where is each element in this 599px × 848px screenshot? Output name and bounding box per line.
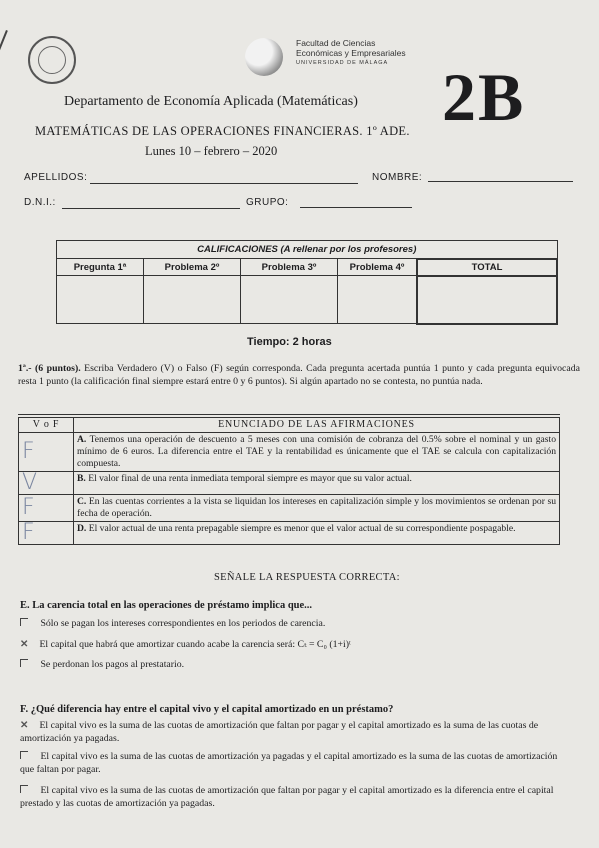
question-e-option-3-text: Se perdonan los pagos al prestatario. [40, 659, 185, 670]
checkbox-icon[interactable] [20, 659, 28, 667]
statement-d [74, 522, 560, 545]
question-1-lead: 1ª.- (6 puntos). [18, 363, 81, 374]
nombre-field[interactable] [428, 181, 573, 182]
checkbox-icon[interactable] [20, 751, 28, 759]
statement-d-letter: D. [77, 523, 87, 534]
exam-date: Lunes 10 – febrero – 2020 [145, 144, 278, 158]
statement-a [74, 433, 560, 472]
university-name: UNIVERSIDAD DE MÁLAGA [296, 60, 389, 66]
grades-col-problema-2: Problema 2º [144, 259, 241, 276]
grades-col-problema-4: Problema 4º [338, 259, 418, 276]
statement-d-text: El valor actual de una renta prepagable siempre es menor que el valor actual de su correspondiente pospagable. [86, 523, 516, 534]
grade-cell-total[interactable] [417, 276, 557, 324]
dni-label: D.N.I.: [24, 197, 56, 208]
department-title: Departamento de Economía Aplicada (Matemáticas) [64, 94, 358, 109]
grades-col-pregunta-1: Pregunta 1ª [57, 259, 144, 276]
dni-field[interactable] [62, 208, 240, 209]
checked-x-mark-icon[interactable]: ✕ [20, 639, 29, 650]
apellidos-label: APELLIDOS: [24, 172, 88, 183]
question-f-option-2[interactable] [20, 750, 560, 776]
exam-code: 2B [442, 59, 526, 135]
answer-c[interactable]: F [19, 495, 74, 522]
pen-stroke-mark [0, 30, 8, 68]
checkbox-icon[interactable] [20, 618, 28, 626]
grade-cell-2[interactable] [144, 276, 241, 324]
university-seal-icon [28, 36, 76, 84]
question-e-option-1[interactable] [20, 617, 560, 630]
faculty-line-2: Económicas y Empresariales [296, 48, 406, 58]
answer-d[interactable]: F [19, 522, 74, 545]
grade-cell-4[interactable] [338, 276, 418, 324]
nombre-label: NOMBRE: [372, 172, 423, 183]
grades-table [56, 240, 558, 325]
question-e-title: E. La carencia total en las operaciones de préstamo implica que... [20, 600, 313, 611]
question-e-option-2[interactable] [20, 638, 560, 651]
answer-b[interactable]: V [19, 472, 74, 495]
statement-a-letter: A. [77, 434, 87, 445]
question-1-text: Escriba Verdadero (V) o Falso (F) según corresponda. Cada pregunta acertada puntúa 1 punto y cada pregunta equivocada resta 1 punto (la calificación final siempre estará entre 0 y 6 puntos). Si algún apartado no se contesta, no puntúa nada. [18, 363, 580, 387]
question-f-option-3-text: El capital vivo es la suma de las cuotas de amortización que faltan por pagar y el capital amortizado es la diferencia entre el capital prestado y las cuotas de amortización ya pagadas. [20, 785, 554, 809]
multiple-choice-header: SEÑALE LA RESPUESTA CORRECTA: [214, 572, 400, 583]
exam-time: Tiempo: 2 horas [247, 336, 332, 348]
faculty-logo-icon [245, 38, 283, 76]
grades-table-title: CALIFICACIONES (A rellenar por los profesores) [57, 241, 558, 259]
subject-title: MATEMÁTICAS DE LAS OPERACIONES FINANCIERAS. 1º ADE. [35, 124, 410, 138]
grupo-label: GRUPO: [246, 197, 289, 208]
statement-a-text: Tenemos una operación de descuento a 5 meses con una comisión de cobranza del 0.5% sobre el nominal y un gasto mínimo de 6 euros. La diferencia entre el TAE y la rentabilidad es únicamente que el TAE se calcula con capitalización compuesta. [77, 434, 556, 469]
grades-col-total: TOTAL [417, 259, 557, 276]
question-e-option-2-text: El capital que habrá que amortizar cuando acabe la carencia será: Cₜ = C₀ (1+i)ᵗ [39, 639, 351, 650]
grades-col-problema-3: Problema 3º [241, 259, 338, 276]
question-f-option-2-text: El capital vivo es la suma de las cuotas de amortización ya pagadas y el capital amortizado es la suma de las cuotas de amortización que faltan por pagar. [20, 751, 558, 775]
grupo-field[interactable] [300, 207, 412, 208]
vf-top-rule [18, 414, 560, 415]
vf-table [18, 417, 560, 545]
question-f-option-3[interactable] [20, 784, 560, 810]
question-f-option-1[interactable] [20, 719, 560, 745]
question-1-instructions [18, 362, 580, 388]
statement-b [74, 472, 560, 495]
apellidos-field[interactable] [90, 183, 358, 184]
statement-c-text: En las cuentas corrientes a la vista se liquidan los intereses en capitalización simple y los movimientos se ordenan por su fecha de operación. [77, 496, 556, 519]
checkbox-icon[interactable] [20, 785, 28, 793]
statement-b-text: El valor final de una renta inmediata temporal siempre es mayor que su valor actual. [85, 473, 412, 484]
question-e-option-3[interactable] [20, 658, 560, 671]
grade-cell-3[interactable] [241, 276, 338, 324]
statements-col-header: ENUNCIADO DE LAS AFIRMACIONES [74, 418, 560, 433]
faculty-name [296, 38, 406, 68]
vf-col-header: V o F [19, 418, 74, 433]
grade-cell-1[interactable] [57, 276, 144, 324]
faculty-line-1: Facultad de Ciencias [296, 38, 376, 48]
question-f-title: F. ¿Qué diferencia hay entre el capital vivo y el capital amortizado en un préstamo? [20, 704, 394, 715]
statement-c-letter: C. [77, 496, 87, 507]
answer-a[interactable]: F [19, 433, 74, 472]
question-e-option-1-text: Sólo se pagan los intereses correspondientes en los periodos de carencia. [40, 618, 326, 629]
statement-c [74, 495, 560, 522]
question-f-option-1-text: El capital vivo es la suma de las cuotas de amortización que faltan por pagar y el capital amortizado es la suma de las cuotas de amortización ya pagadas. [20, 720, 539, 744]
checked-x-mark-icon[interactable]: ✕ [20, 720, 29, 731]
statement-b-letter: B. [77, 473, 86, 484]
